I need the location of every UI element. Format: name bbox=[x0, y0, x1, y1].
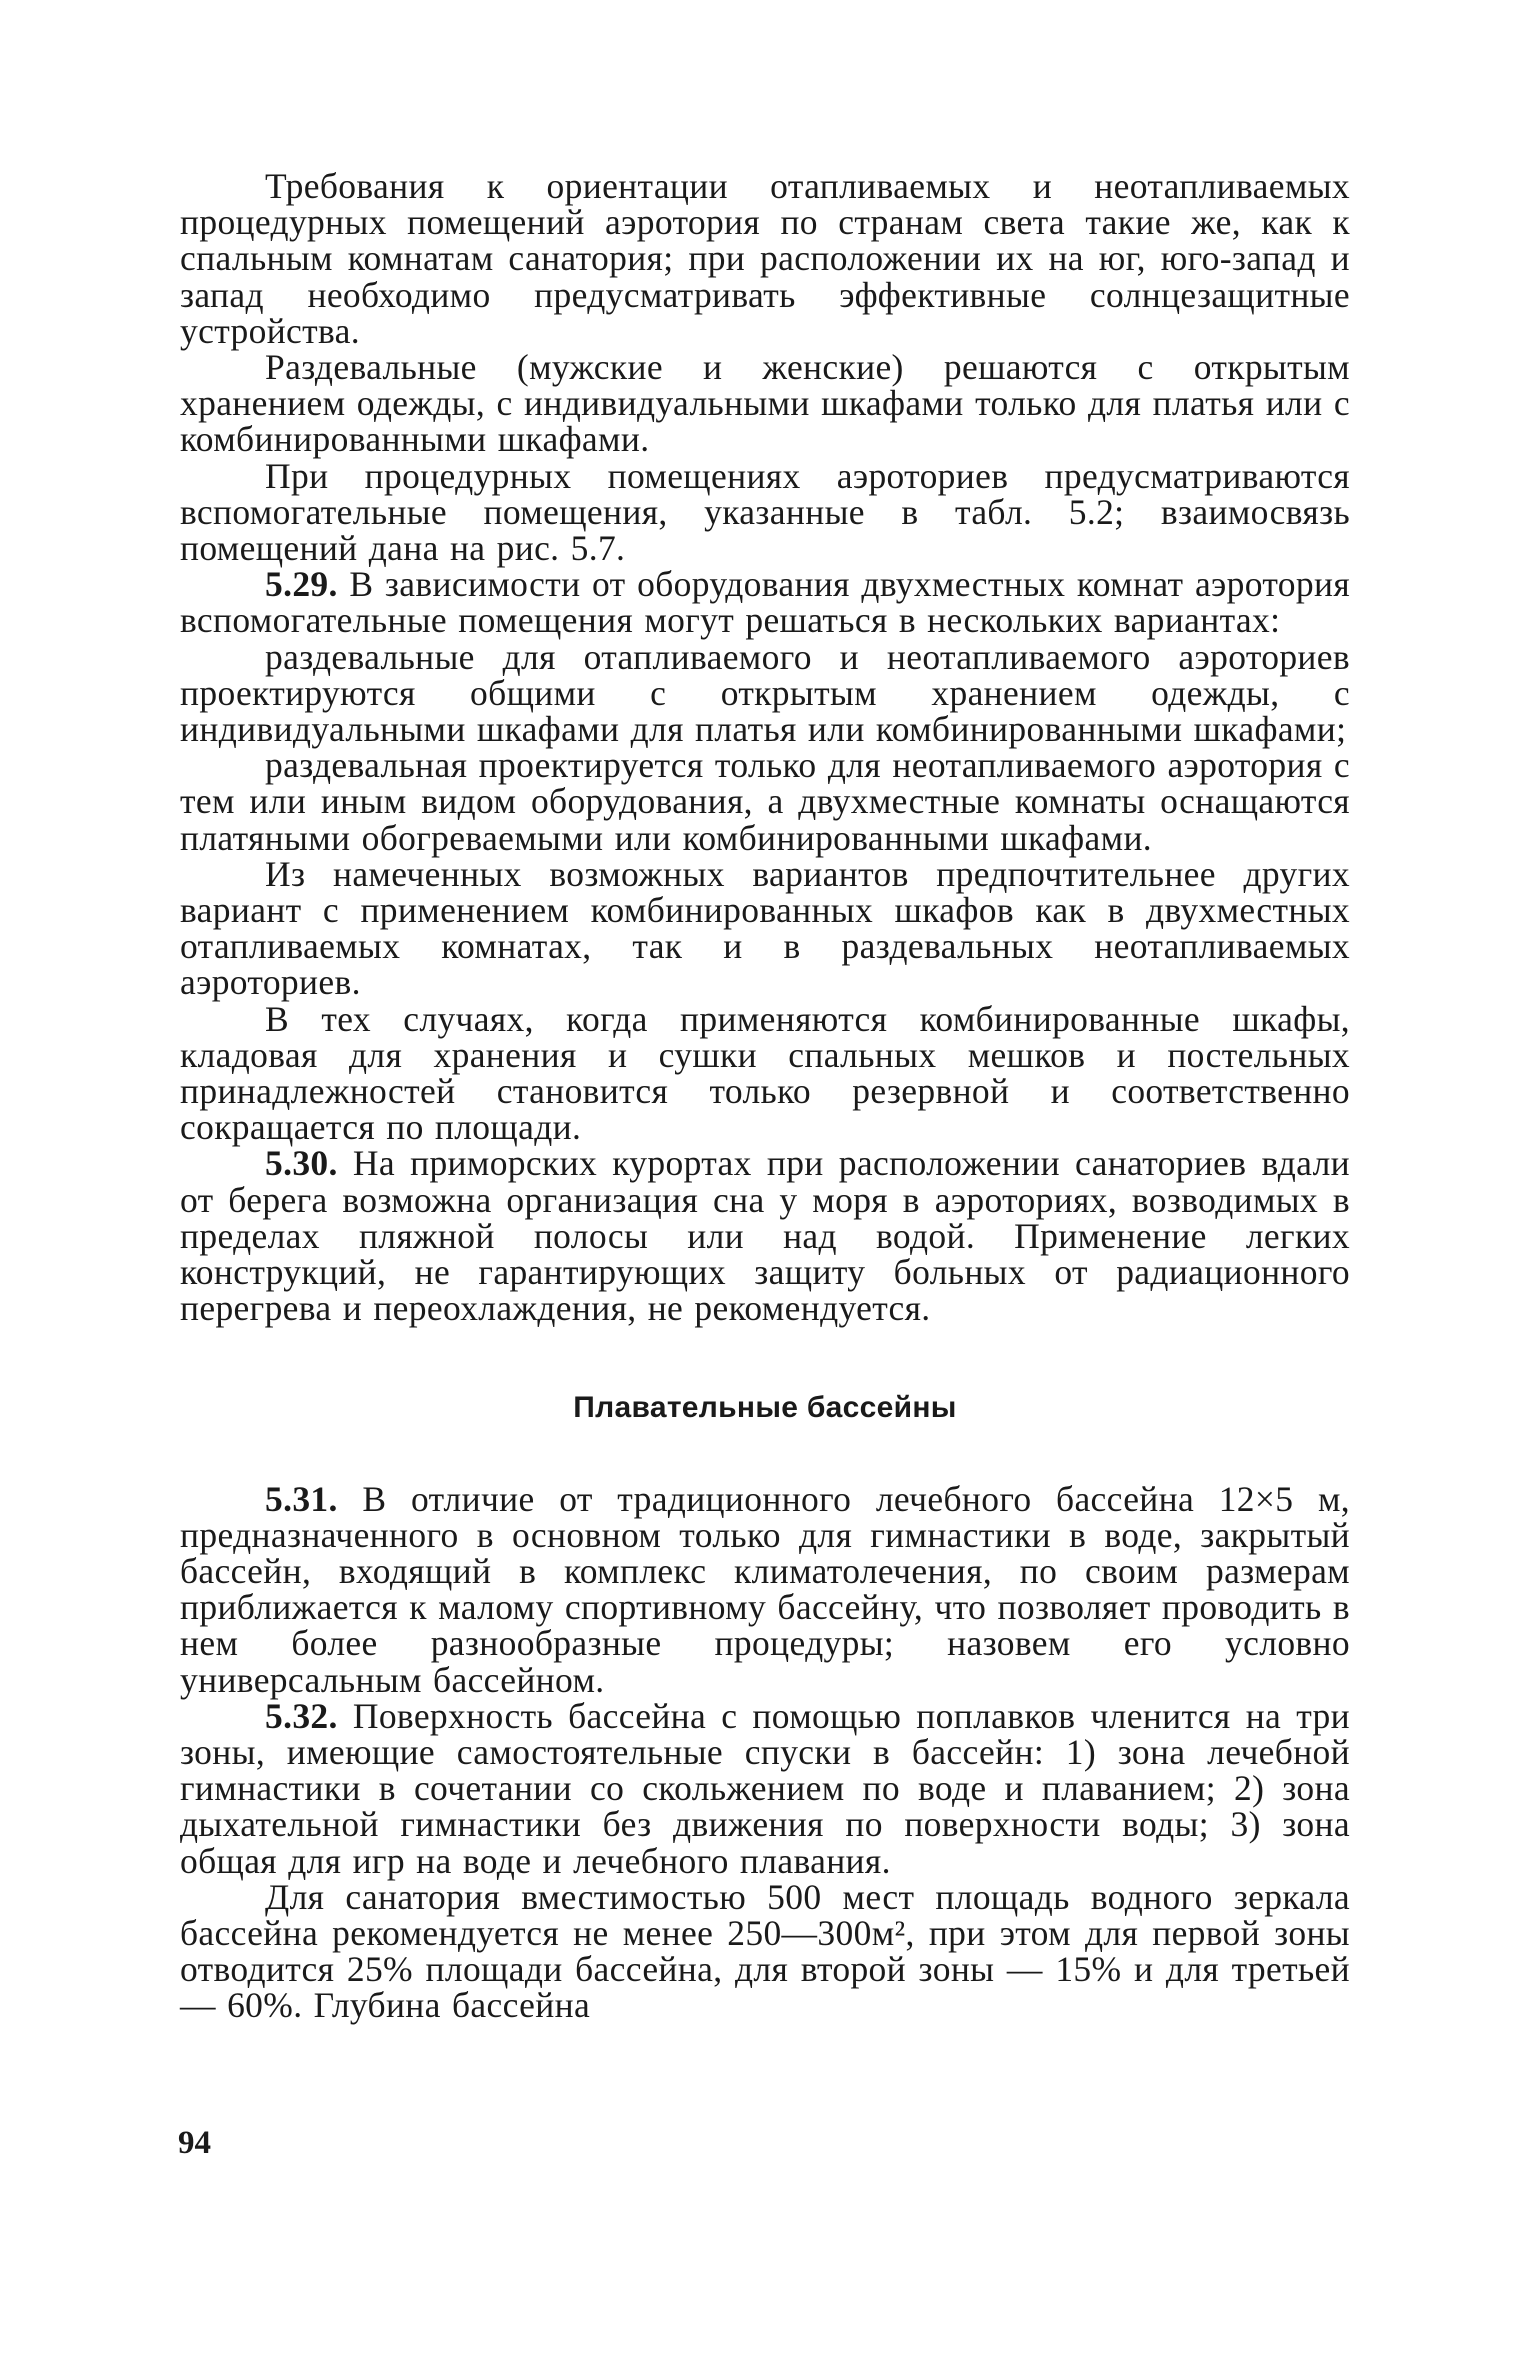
page-number: 94 bbox=[178, 2125, 211, 2161]
clause-number: 5.31. bbox=[265, 1478, 338, 1519]
paragraph-text: Требования к ориентации отапливаемых и неотапливаемых процедурных помещений аэротория по странам света такие же, как к спальным комнатам санатория; при расположении их на юг, юго-запад и запад необходимо предусматривать эффективные солнцезащитные устройства. bbox=[180, 166, 1350, 351]
paragraph bbox=[180, 1478, 1350, 1700]
paragraph-text: Поверхность бассейна с помощью поплавков членится на три зоны, имеющие самостоятельные спуски в бассейн: 1) зона лечебной гимнастики в сочетании со скольжением по воде и плаванием; 2) зона дыхательной гимнастики без движения по поверхности воды; 3) зона общая для игр на воде и лечебного плавания. bbox=[180, 1695, 1350, 1881]
section-heading: Плавательные бассейны bbox=[573, 1390, 957, 1424]
paragraph bbox=[180, 1695, 1350, 1881]
paragraph-text: В зависимости от оборудования двухместных комнат аэротория вспомогательные помещения могут решаться в нескольких вариантах: bbox=[180, 564, 1350, 641]
text-block-bottom bbox=[180, 1478, 1350, 2026]
paragraph-text: Из намеченных возможных вариантов предпочтительнее других вариант с применением комбинированных шкафов как в двухместных отапливаемых комнатах, так и в раздевальных неотапливаемых аэроториев. bbox=[180, 853, 1350, 1003]
paragraph bbox=[180, 853, 1350, 1003]
paragraph bbox=[180, 1876, 1350, 2026]
paragraph-text: На приморских курортах при расположении санаториев вдали от берега возможна организация сна у моря в аэроториях, возводимых в пределах пляжной полосы или над водой. Применение легких конструкций, не гарантирующих защиту больных от радиационного перегрева и переохлаждения, не рекомендуется. bbox=[180, 1143, 1350, 1329]
paragraph bbox=[180, 1143, 1350, 1329]
paragraph bbox=[180, 349, 1350, 458]
paragraph-text: При процедурных помещениях аэроториев предусматриваются вспомогательные помещения, указанные в табл. 5.2; взаимосвязь помещений дана на рис. 5.7. bbox=[180, 455, 1350, 569]
paragraph bbox=[180, 455, 1350, 569]
paragraph-text: раздевальные для отапливаемого и неотапливаемого аэроториев проектируются общими с открытым хранением одежды, с индивидуальными шкафами для платья или комбинированными шкафами; bbox=[180, 636, 1350, 750]
paragraph bbox=[180, 998, 1350, 1148]
paragraph bbox=[180, 747, 1350, 856]
paragraph bbox=[180, 636, 1350, 750]
clause-number: 5.29. bbox=[265, 564, 338, 605]
paragraph bbox=[180, 564, 1350, 641]
clause-number: 5.32. bbox=[265, 1695, 338, 1736]
paragraph-text: Для санатория вместимостью 500 мест площадь водного зеркала бассейна рекомендуется не менее 250—300м², при этом для первой зоны отводится 25% площади бассейна, для второй зоны — 15% и для третьей — 60%. Глубина бассейна bbox=[180, 1876, 1350, 2026]
clause-number: 5.30. bbox=[265, 1143, 338, 1184]
paragraph bbox=[180, 168, 1350, 349]
paragraph-text: раздевальная проектируется только для неотапливаемого аэротория с тем или иным видом оборудования, а двухместные комнаты оснащаются платяными обогреваемыми или комбинированными шкафами. bbox=[180, 745, 1350, 858]
paragraph-text: В отличие от традиционного лечебного бассейна 12×5 м, предназначенного в основном только для гимнастики в воде, закрытый бассейн, входящий в комплекс климатолечения, по своим размерам приближается к малому спортивному бассейну, что позволяет проводить в нем более разнообразные процедуры; назовем его условно универсальным бассейном. bbox=[180, 1478, 1350, 1700]
text-block-top bbox=[180, 168, 1350, 1327]
page-body bbox=[180, 168, 1350, 2024]
paragraph-text: В тех случаях, когда применяются комбинированные шкафы, кладовая для хранения и сушки спальных мешков и постельных принадлежностей становится только резервной и соответственно сокращается по площади. bbox=[180, 998, 1350, 1148]
paragraph-text: Раздевальные (мужские и женские) решаются с открытым хранением одежды, с индивидуальными шкафами только для платья или с комбинированными шкафами. bbox=[180, 347, 1350, 460]
